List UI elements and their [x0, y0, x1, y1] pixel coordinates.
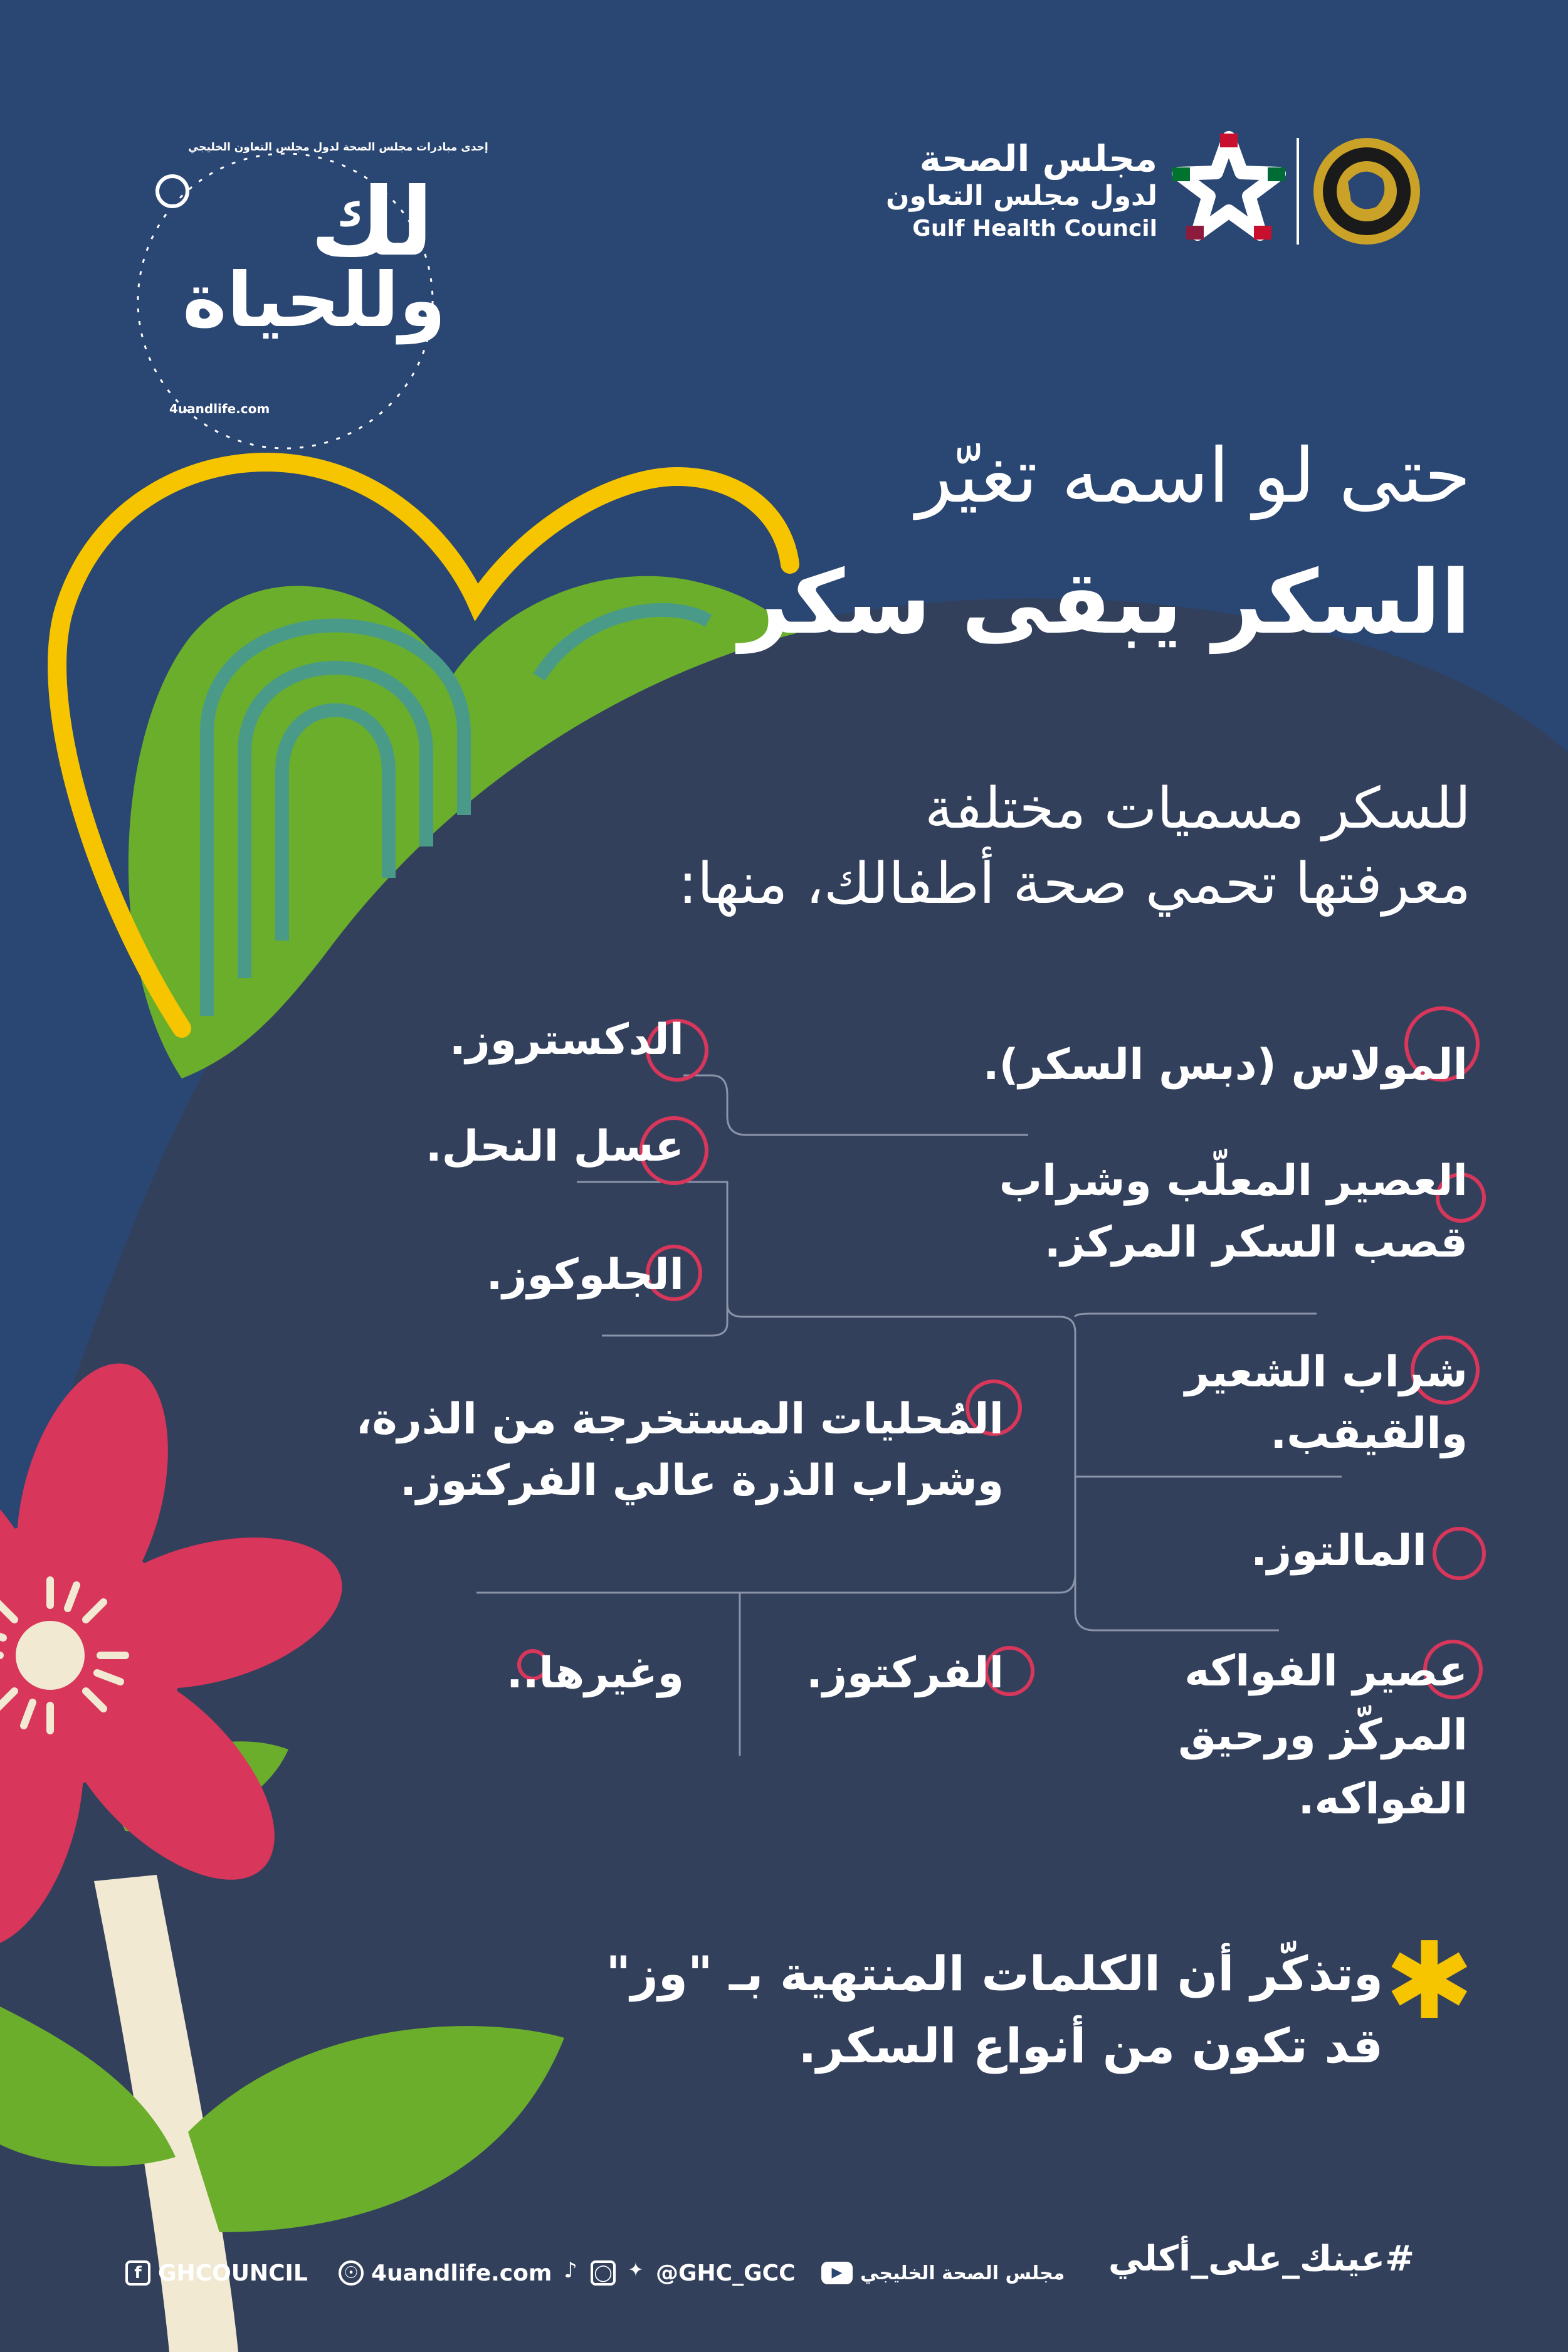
- footer-youtube[interactable]: [821, 2251, 1065, 2295]
- corn-line1: المُحليات المستخرجة من الذرة،: [355, 1395, 1004, 1444]
- item-ring: [1433, 1527, 1486, 1580]
- asterisk-icon: ✱: [1384, 1919, 1474, 2043]
- tiktok-icon: ♪: [564, 2258, 577, 2283]
- note-line1: وتذكّر أن الكلمات المنتهية بـ "وز": [606, 1946, 1383, 2001]
- sugar-item-maltose: المالتوز.: [1251, 1526, 1427, 1576]
- campaign-ring-text: إحدى مبادرات مجلس الصحة لدول مجلس التعاون الخليجي: [188, 141, 488, 154]
- sugar-item-barley: [1185, 1342, 1468, 1465]
- corn-line2: وشراب الذرة عالي الفركتوز.: [400, 1456, 1004, 1506]
- sugar-item-dextrose: الدكستروز.: [449, 1015, 684, 1065]
- fruit-line2: المركّز ورحيق: [1178, 1711, 1468, 1760]
- council-name-ar-1: مجلس الصحة: [919, 137, 1157, 180]
- campaign-logo-line2: وللحياة: [182, 257, 446, 344]
- sugar-item-others: وغيرها..: [506, 1648, 684, 1698]
- intro-text: [342, 771, 1471, 922]
- sugar-item-corn: [356, 1389, 1004, 1512]
- juice-cane-line2: قصب السكر المركز.: [1044, 1218, 1468, 1267]
- social-handle: @GHC_GCC: [656, 2260, 796, 2286]
- council-name-en: Gulf Health Council: [912, 216, 1157, 241]
- intro-line1: للسكر مسميات مختلفة: [925, 776, 1471, 841]
- campaign-logo-line1: لك: [310, 168, 433, 277]
- footer-website[interactable]: [339, 2251, 552, 2295]
- sugar-item-juice-cane: [999, 1151, 1468, 1274]
- website-link: 4uandlife.com: [371, 2260, 552, 2286]
- note-line2: قد تكون من أنواع السكر.: [798, 2018, 1383, 2074]
- intro-line2: معرفتها تحمي صحة أطفالك، منها:: [678, 851, 1471, 917]
- youtube-icon: ▶: [821, 2262, 853, 2284]
- barley-line1: شراب الشعير: [1185, 1347, 1468, 1397]
- instagram-icon: ◯: [591, 2260, 616, 2286]
- sugar-item-glucose: الجلوكوز.: [486, 1250, 684, 1300]
- footer-social[interactable]: [558, 2251, 796, 2295]
- gcc-emblem-icon: [1313, 138, 1420, 245]
- hashtag[interactable]: #عينك_على_أكلي: [1108, 2239, 1414, 2279]
- globe-icon: ☉: [339, 2260, 364, 2286]
- council-logo-text: [886, 138, 1157, 245]
- sugar-item-fructose: الفركتوز.: [806, 1648, 1004, 1698]
- fruit-line3: الفواكه.: [1298, 1775, 1468, 1824]
- reminder-note: [505, 1938, 1383, 2082]
- barley-line2: والقيقب.: [1270, 1409, 1468, 1458]
- sugar-item-honey: عسل النحل.: [425, 1122, 684, 1171]
- youtube-channel: مجلس الصحة الخليجي: [860, 2262, 1065, 2284]
- council-name-ar-2: لدول مجلس التعاون: [885, 180, 1157, 212]
- sugar-item-molasses: المولاس (دبس السكر).: [982, 1040, 1468, 1090]
- facebook-handle: GHCOUNCIL: [158, 2260, 308, 2286]
- footer-facebook[interactable]: [125, 2251, 308, 2295]
- fruit-line1: عصير الفواكه: [1184, 1647, 1468, 1696]
- facebook-icon: f: [125, 2260, 150, 2286]
- ghc-star-logo-icon: [1172, 134, 1285, 240]
- twitter-icon: ✦: [628, 2259, 644, 2281]
- campaign-site: 4uandlife.com: [169, 401, 270, 416]
- headline-line2: السكر يبقى سكر: [739, 552, 1471, 654]
- headline-line1: حتى لو اسمه تغيّر: [916, 433, 1471, 520]
- juice-cane-line1: العصير المعلّب وشراب: [999, 1156, 1468, 1206]
- sugar-item-fruit: [1178, 1640, 1468, 1832]
